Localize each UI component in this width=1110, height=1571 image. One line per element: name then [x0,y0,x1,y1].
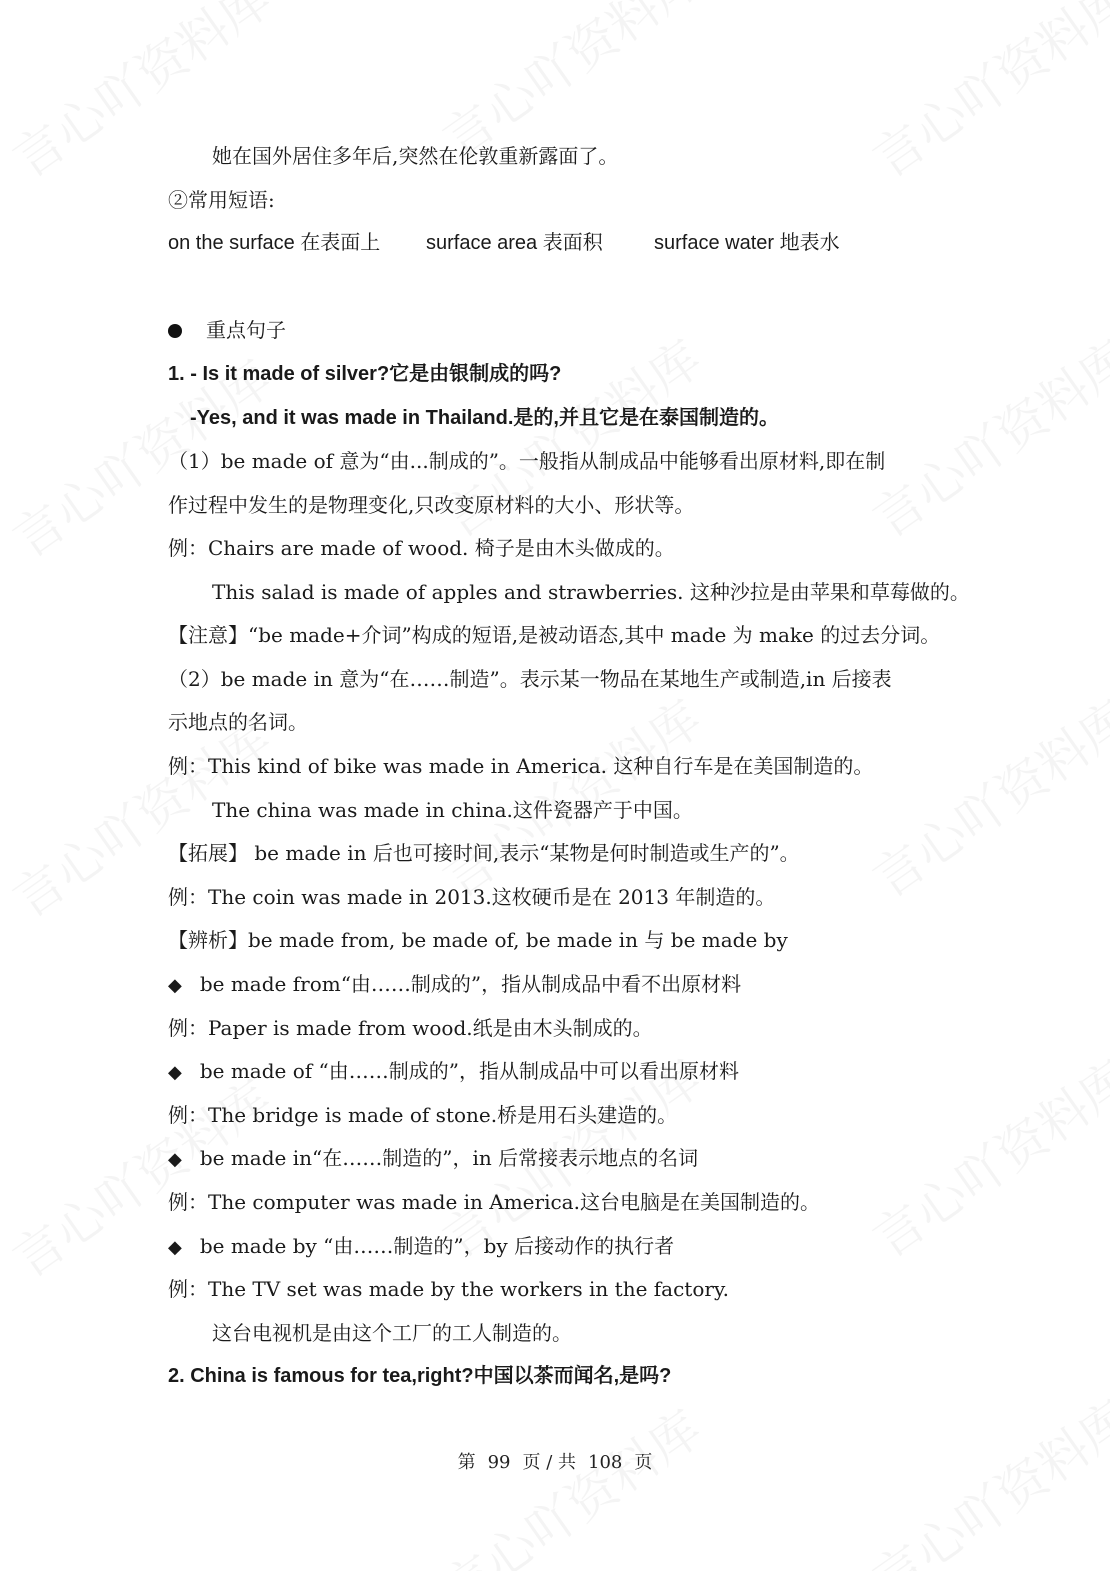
text-line: （1）be made of 意为“由...制成的”。一般指从制成品中能够看出原材料,即在制 [168,449,886,473]
watermark [856,320,1110,551]
watermark [856,680,1110,911]
footer-prefix: 第 [457,1452,476,1473]
diamond-icon: ◆ [168,1237,182,1258]
bullet-icon [168,324,182,338]
diamond-icon: ◆ [168,1062,182,1083]
diamond-item [168,1057,739,1087]
watermark [856,1040,1110,1271]
note-line: 【辨析】be made from, be made of, be made in 与 be made by [168,928,788,952]
watermark [426,1390,713,1571]
text-line: 作过程中发生的是物理变化,只改变原材料的大小、形状等。 [168,493,695,517]
example-line: 例：The TV set was made by the workers in the factory. [168,1277,729,1301]
key-sentence: 2. China is famous for tea,right?中国以茶而闻名,是吗? [168,1365,672,1387]
example-line: 例：The bridge is made of stone.桥是用石头建造的。 [168,1103,678,1127]
diamond-item [168,970,741,1000]
phrase-item: surface area 表面积 [426,232,603,254]
diamond-icon: ◆ [168,975,182,996]
text-line: 示地点的名词。 [168,710,308,734]
bullet-heading-text: 重点句子 [206,318,286,342]
note-line: 【注意】“be made+介词”构成的短语,是被动语态,其中 made 为 make 的过去分词。 [168,623,941,647]
diamond-item-text: be made of “由……制成的”，指从制成品中可以看出原材料 [199,1059,739,1083]
footer-suffix: 页 [634,1452,653,1473]
example-line: This salad is made of apples and strawberries. 这种沙拉是由苹果和草莓做的。 [212,580,970,604]
bullet-heading [168,316,286,344]
example-line: 例：Paper is made from wood.纸是由木头制成的。 [168,1016,653,1040]
example-line: The china was made in china.这件瓷器产于中国。 [212,798,693,822]
footer-mid: 页 / 共 [522,1452,577,1473]
page-footer [0,1450,1110,1476]
section-heading: ②常用短语: [168,188,275,212]
note-line: 【拓展】 be made in 后也可接时间,表示“某物是何时制造或生产的”。 [168,841,800,865]
diamond-icon: ◆ [168,1149,182,1170]
example-line: 例：Chairs are made of wood. 椅子是由木头做成的。 [168,536,675,560]
diamond-item [168,1144,698,1174]
phrase-row [168,229,928,257]
example-line: 例：The coin was made in 2013.这枚硬币是在 2013 年制造的。 [168,885,776,909]
key-sentence: 1. - Is it made of silver?它是由银制成的吗? [168,363,562,385]
example-line: 这台电视机是由这个工厂的工人制造的。 [212,1321,572,1345]
text-line: 她在国外居住多年后,突然在伦敦重新露面了。 [212,144,619,168]
phrase-item: on the surface 在表面上 [168,232,381,254]
diamond-item-text: be made by “由……制造的”，by 后接动作的执行者 [199,1234,675,1258]
diamond-item-text: be made in“在……制造的”，in 后常接表示地点的名词 [199,1146,699,1170]
total-pages: 108 [588,1452,623,1473]
diamond-item [168,1232,674,1262]
key-sentence: -Yes, and it was made in Thailand.是的,并且它是在泰国制造的。 [190,407,779,429]
text-line: （2）be made in 意为“在……制造”。表示某一物品在某地生产或制造,in 后接表 [168,667,892,691]
example-line: 例：This kind of bike was made in America. 这种自行车是在美国制造的。 [168,754,874,778]
diamond-item-text: be made from“由……制成的”，指从制成品中看不出原材料 [199,972,742,996]
phrase-item: surface water 地表水 [654,232,840,254]
example-line: 例：The computer was made in America.这台电脑是在美国制造的。 [168,1190,820,1214]
watermark [856,0,1110,192]
page-number: 99 [487,1452,511,1473]
